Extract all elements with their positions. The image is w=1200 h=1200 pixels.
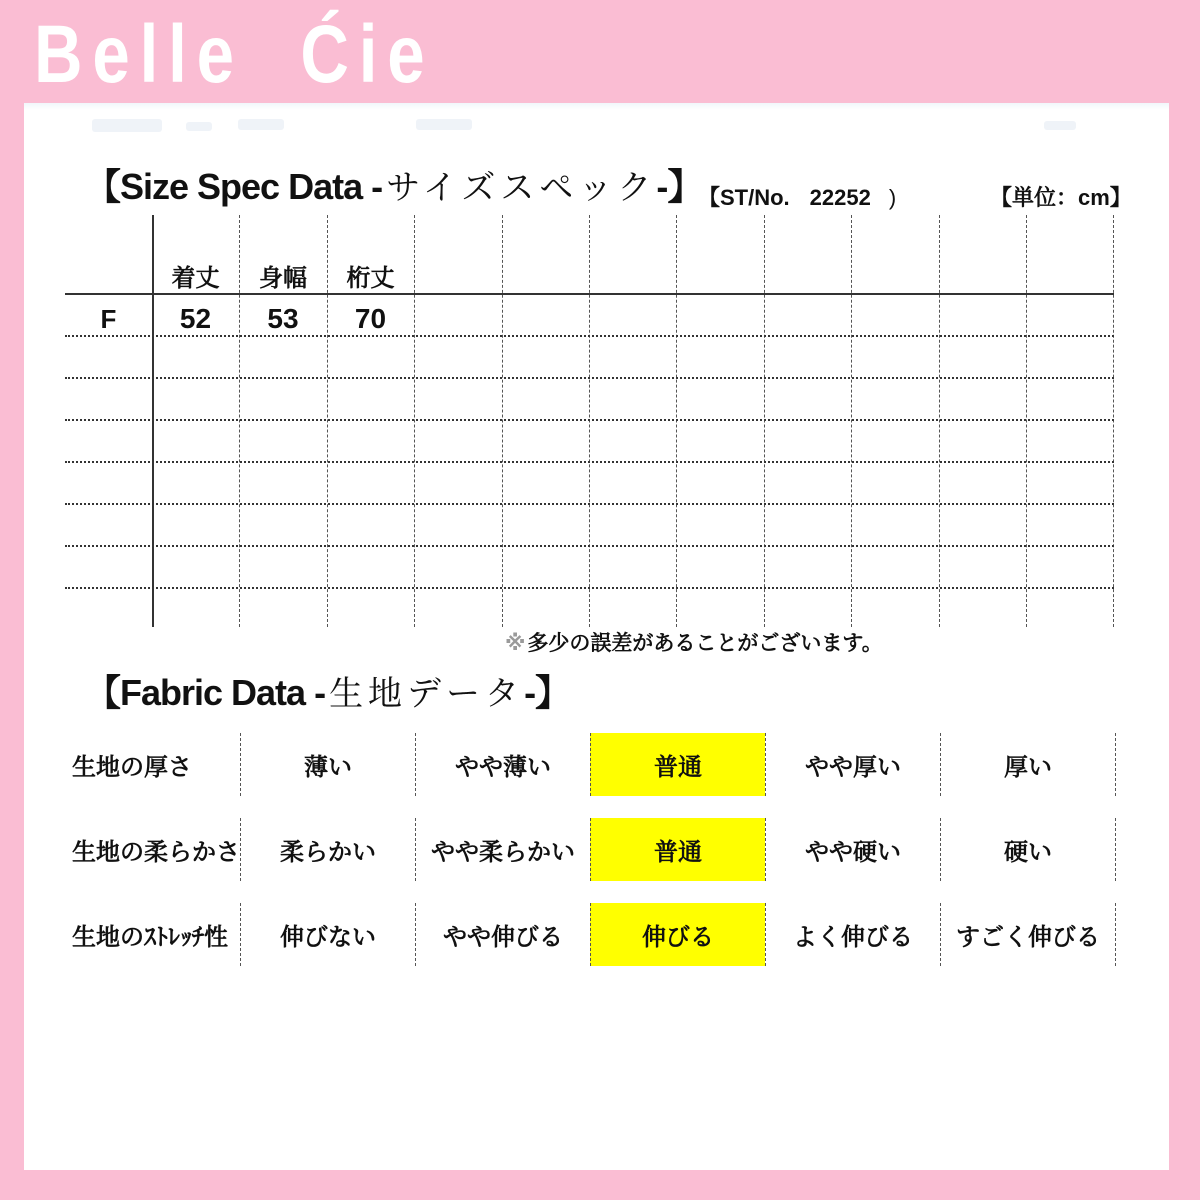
fabric-row-label: 生地の柔らかさ: [72, 839, 240, 866]
fabric-option: やや柔らかい: [415, 818, 590, 881]
brand-logo: Belle Ćie: [34, 9, 435, 100]
note-text: 多少の誤差があることがございます。: [527, 632, 883, 655]
fabric-option: やや厚い: [765, 733, 940, 796]
table-line-vertical: [414, 215, 415, 627]
column-header: 着丈: [171, 264, 220, 292]
fabric-title-en: 【Fabric Data -: [85, 672, 326, 713]
column-header: 身幅: [259, 264, 307, 292]
fabric-row-stretch: [65, 903, 1135, 966]
fabric-row-label: 生地の厚さ: [72, 754, 192, 781]
size-table: [65, 215, 1114, 627]
fabric-option: すごく伸びる: [940, 903, 1115, 966]
size-spec-title: [85, 159, 702, 210]
ghost-smudge: [416, 119, 472, 130]
st-no-label: 【ST/No.: [698, 185, 790, 210]
unit-label: 【単位：cm】: [990, 185, 1132, 210]
st-no-close-paren: ): [888, 185, 897, 210]
fabric-data-title: [85, 665, 570, 716]
st-no: [698, 181, 896, 212]
table-line-horizontal: [65, 377, 1114, 379]
table-line-vertical: [676, 215, 677, 627]
column-header: 桁丈: [346, 264, 395, 292]
fabric-option-selected: 普通: [590, 733, 765, 796]
st-no-value: 22252: [809, 185, 871, 210]
fabric-option: 薄い: [240, 733, 415, 796]
table-line-vertical: [764, 215, 765, 627]
size-spec-title-jp: サイズスペック: [386, 169, 657, 207]
fabric-option-selected: 伸びる: [590, 903, 765, 966]
note-asterisk: ※: [505, 632, 526, 655]
fabric-row-end-line: [1115, 903, 1116, 966]
fabric-title-jp: 生地データ: [329, 675, 525, 713]
table-line-horizontal: [65, 503, 1114, 505]
fabric-option: やや薄い: [415, 733, 590, 796]
fabric-title-close: -】: [524, 672, 571, 713]
table-line-horizontal: [65, 419, 1114, 421]
table-line-vertical: [502, 215, 503, 627]
fabric-row-label: 生地のｽﾄﾚｯﾁ性: [72, 924, 228, 951]
fabric-option: 硬い: [940, 818, 1115, 881]
fabric-option-selected: 普通: [590, 818, 765, 881]
table-line-horizontal: [65, 587, 1114, 589]
fabric-row-softness: [65, 818, 1135, 881]
size-value: 70: [354, 303, 387, 334]
fabric-option: 厚い: [940, 733, 1115, 796]
tolerance-note: [505, 627, 883, 657]
ghost-smudge: [1044, 121, 1076, 130]
table-line-vertical: [851, 215, 852, 627]
ghost-smudge: [238, 119, 284, 130]
table-line-vertical: [1113, 215, 1114, 627]
table-line-horizontal: [65, 545, 1114, 547]
fabric-option: やや硬い: [765, 818, 940, 881]
size-spec-title-close: -】: [656, 166, 703, 207]
content-panel: [24, 103, 1169, 1170]
fabric-option: 柔らかい: [240, 818, 415, 881]
size-row-label: F: [100, 303, 117, 334]
fabric-option: よく伸びる: [765, 903, 940, 966]
fabric-row-end-line: [1115, 818, 1116, 881]
size-spec-title-en: 【Size Spec Data -: [85, 166, 383, 207]
size-value: 52: [179, 303, 212, 334]
table-line-horizontal: [65, 461, 1114, 463]
table-line-vertical: [939, 215, 940, 627]
fabric-row-end-line: [1115, 733, 1116, 796]
ghost-smudge: [24, 103, 1169, 110]
fabric-option: やや伸びる: [415, 903, 590, 966]
fabric-row-thickness: [65, 733, 1135, 796]
table-line-vertical: [589, 215, 590, 627]
ghost-smudge: [92, 119, 162, 132]
fabric-option: 伸びない: [240, 903, 415, 966]
size-value: 53: [267, 303, 299, 334]
table-line-vertical: [1026, 215, 1027, 627]
table-line-horizontal-solid: [65, 293, 1114, 295]
ghost-smudge: [186, 122, 212, 131]
